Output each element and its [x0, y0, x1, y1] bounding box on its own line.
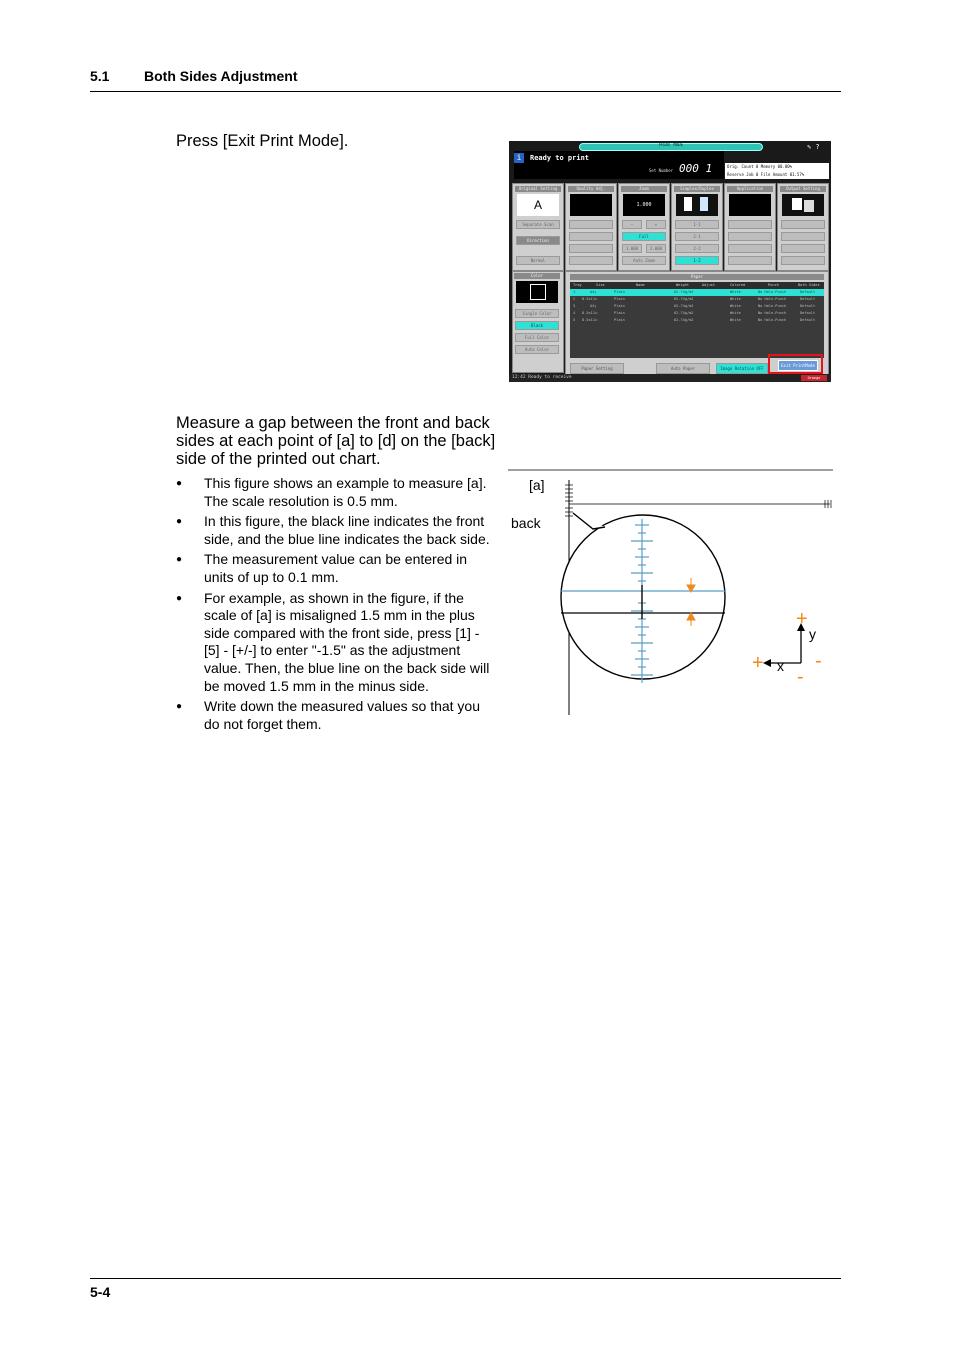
- control-panel-screenshot: [509, 141, 831, 382]
- application-button[interactable]: [728, 220, 772, 229]
- y-minus-sign: -: [797, 666, 804, 688]
- info-icon: i: [514, 153, 524, 163]
- single-color-button[interactable]: Single Color: [515, 309, 559, 318]
- table-row[interactable]: 5 8.5x11▭ Plain 62-74g/m2 White No Hole-Punch Default: [573, 318, 816, 322]
- duplex-option-button[interactable]: 1-2: [675, 256, 719, 265]
- bullet-icon: ●: [176, 516, 183, 528]
- quality-button[interactable]: [569, 232, 613, 241]
- status-message: Ready to print: [530, 154, 590, 162]
- x-plus-sign: +: [752, 652, 764, 674]
- stats-row: Reserve Job 0 File Amount 01.57%: [727, 172, 805, 177]
- application-screen: [729, 194, 771, 216]
- list-item: ● Write down the measured values so that you do not forget them.: [176, 698, 481, 732]
- bullet-icon: ●: [176, 554, 183, 566]
- zoom-preset-button[interactable]: 2.000: [646, 244, 666, 253]
- section-number: 5.1: [90, 68, 110, 84]
- tile-original-setting[interactable]: Original Setting A Separate Scan Direction Normal: [512, 183, 564, 271]
- exit-print-mode-button[interactable]: Exit PrintMode: [778, 360, 818, 371]
- section-title: Both Sides Adjustment: [144, 68, 298, 84]
- bullet-icon: ●: [176, 701, 183, 713]
- duplex-option-button[interactable]: 2-1: [675, 232, 719, 241]
- corner-ticks: [565, 485, 831, 516]
- table-row[interactable]: 3 A4▯ Plain 62-74g/m2 White No Hole-Punch Default: [573, 304, 816, 308]
- set-number-label: Set Number: [649, 168, 674, 173]
- duplex-option-button[interactable]: 2-2: [675, 244, 719, 253]
- output-button[interactable]: [781, 244, 825, 253]
- status-flag: Orange: [801, 375, 827, 381]
- status-bar: 12:42 Ready to receive: [509, 374, 831, 382]
- table-header: Tray Size Name Weight Adjust Colored Punch Both Sides: [570, 282, 824, 289]
- separate-scan-button[interactable]: Separate Scan: [516, 220, 560, 229]
- header-rule: [90, 91, 841, 92]
- direction-label: Direction: [516, 236, 560, 245]
- output-icon: [782, 194, 824, 216]
- step-2-text: Measure a gap between the front and back sides at each point of [a] to [d] on the [back] side of the printed out chart.: [176, 414, 496, 468]
- axis-y-label: y: [809, 626, 816, 642]
- tile-zoom[interactable]: Zoom 1.000 — + Full 1.000 2.000 Auto Zoom: [618, 183, 670, 271]
- auto-color-button[interactable]: Auto Color: [515, 345, 559, 354]
- output-button[interactable]: [781, 256, 825, 265]
- magnifier-circle: [561, 515, 725, 679]
- table-row[interactable]: 1 A4▯ Plain 62-74g/m2 White No Hole-Punch Default: [570, 289, 824, 296]
- zoom-preset-button[interactable]: 1.000: [622, 244, 642, 253]
- image-rotation-button[interactable]: Image Rotation OFF: [716, 363, 768, 374]
- label-a: [a]: [529, 477, 545, 493]
- list-item: ● The measurement value can be entered in units of up to 0.1 mm.: [176, 551, 468, 585]
- list-item: ● In this figure, the black line indicates the front side, and the blue line indicates the back side.: [176, 513, 490, 547]
- quality-button[interactable]: [569, 220, 613, 229]
- quality-button[interactable]: [569, 244, 613, 253]
- black-button[interactable]: Black: [515, 321, 559, 330]
- normal-button[interactable]: Normal: [516, 256, 560, 265]
- stats-row: Orig. Count 0 Memory 00.00%: [727, 164, 793, 169]
- color-preview: [516, 281, 558, 303]
- original-glyph: A: [517, 194, 559, 216]
- list-item: ● This figure shows an example to measure [a]. The scale resolution is 0.5 mm.: [176, 475, 487, 509]
- bullet-icon: ●: [176, 478, 183, 489]
- paper-table: [570, 282, 824, 358]
- tile-paper[interactable]: Paper Tray Size Name Weight Adjust Colored Punch Both Sides 1 A4▯ Plain 62-74g/m2 White No Hole-Punch Default 2 8.5x11▭ Plain 62-74g/m2 White No Hole-Punch Default 3 A4▯ Plain 62-74g/m2 White No Hole-Punch Default 4 8.5x11▭ Plain 62-74g/m2 White No Hole-Punch Default 5 8.5x11▭ Plain 62-74g/m2 White No Hole-Punch Default Paper Setting Auto Paper Image Rotation OFF: [565, 271, 829, 381]
- y-plus-sign: +: [796, 608, 808, 630]
- magnifier-pointer: [573, 513, 605, 529]
- duplex-option-button[interactable]: 1-1: [675, 220, 719, 229]
- counter-stats: [725, 163, 829, 179]
- page-number: 5-4: [90, 1284, 111, 1300]
- application-button[interactable]: [728, 244, 772, 253]
- full-color-button[interactable]: Full Color: [515, 333, 559, 342]
- duplex-icon: [676, 194, 718, 216]
- axis-x-label: x: [777, 658, 784, 674]
- footer-rule: [90, 1278, 841, 1279]
- table-row[interactable]: 4 8.5x11▭ Plain 62-74g/m2 White No Hole-Punch Default: [573, 311, 816, 315]
- tile-quality-adjustment[interactable]: Quality Adj.: [565, 183, 617, 271]
- table-row[interactable]: 2 8.5x11▭ Plain 62-74g/m2 White No Hole-Punch Default: [573, 297, 816, 301]
- set-number-value: 000 1: [679, 162, 713, 175]
- output-button[interactable]: [781, 220, 825, 229]
- mode-title-pill: PRINT MODE: [579, 143, 763, 151]
- help-icons: ✎ ?: [807, 143, 820, 151]
- tile-application[interactable]: Application: [724, 183, 776, 271]
- notes-list: [176, 475, 492, 736]
- application-button[interactable]: [728, 232, 772, 241]
- list-item: ● For example, as shown in the figure, if the scale of [a] is misaligned 1.5 mm in the plus side compared with the front side, press [1] - [5] - [+/-] to enter "-1.5" as the adjustment value. Then, the blue line on the back side will be moved 1.5 mm in the minus side.: [176, 589, 490, 694]
- section-header: [90, 68, 298, 84]
- tile-output-setting[interactable]: Output Setting: [777, 183, 829, 271]
- measurement-diagram: [505, 465, 840, 720]
- bullet-icon: ●: [176, 592, 183, 604]
- quality-button[interactable]: [569, 256, 613, 265]
- application-button[interactable]: [728, 256, 772, 265]
- zoom-value: 1.000: [623, 194, 665, 216]
- output-button[interactable]: [781, 232, 825, 241]
- quality-screen: [570, 194, 612, 216]
- paper-setting-button[interactable]: Paper Setting: [570, 363, 624, 374]
- tile-simplex-duplex[interactable]: Simplex/Duplex 1-1 2-1 2-2 1-2: [671, 183, 723, 271]
- tile-color[interactable]: Color Single Color Black Full Color Auto Color: [512, 271, 564, 373]
- zoom-full-button[interactable]: Full: [622, 232, 666, 241]
- auto-zoom-button[interactable]: Auto Zoom: [622, 256, 666, 265]
- x-minus-sign: -: [815, 650, 822, 672]
- zoom-plus-button[interactable]: +: [646, 220, 666, 229]
- zoom-minus-button[interactable]: —: [622, 220, 642, 229]
- auto-paper-button[interactable]: Auto Paper: [656, 363, 710, 374]
- label-back: back: [511, 515, 541, 531]
- step-1-text: Press [Exit Print Mode].: [176, 132, 349, 150]
